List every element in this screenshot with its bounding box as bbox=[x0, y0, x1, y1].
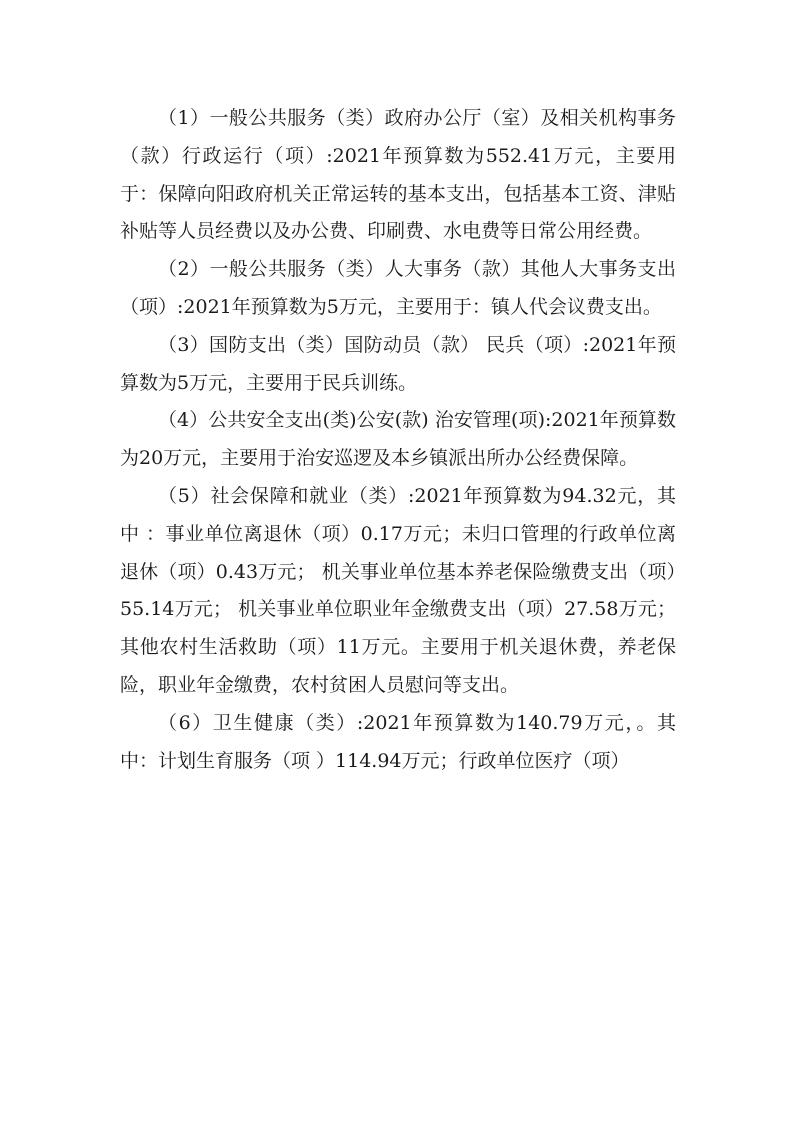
paragraph-public-security: （4）公共安全支出(类)公安(款) 治安管理(项):2021年预算数为20万元，主要用于治安巡逻及本乡镇派出所办公经费保障。 bbox=[120, 409, 676, 470]
paragraph-peoples-congress-affairs: （2）一般公共服务（类）人大事务（款）其他人大事务支出（项）:2021年预算数为5万元，主要用于：镇人代会议费支出。 bbox=[120, 258, 676, 318]
paragraph-general-public-services-admin: （1）一般公共服务（类）政府办公厅（室）及相关机构事务（款）行政运行（项）:2021年预算数为552.41万元，主要用于：保障向阳政府机关正常运转的基本支出，包括基本工资、津贴补贴等人员经费以及办公费、印刷费、水电费等日常公用经费。 bbox=[120, 107, 676, 243]
paragraph-national-defense: （3）国防支出（类）国防动员（款） 民兵（项）:2021年预算数为5万元，主要用于民兵训练。 bbox=[120, 333, 676, 394]
document-body bbox=[120, 100, 676, 780]
paragraph-health: （6）卫生健康（类）:2021年预算数为140.79万元，。其中：计划生育服务（项 ）114.94万元；行政单位医疗（项） bbox=[120, 711, 676, 772]
paragraph-social-security-employment: （5）社会保障和就业（类）:2021年预算数为94.32元，其中 ：事业单位离退休（项）0.17万元；未归口管理的行政单位离退休（项）0.43万元； 机关事业单位基本养老保险缴费支出（项）55.14万元； 机关事业单位职业年金缴费支出（项）27.58万元； 其他农村生活救助（项）11万元。主要用于机关退休费，养老保险，职业年金缴费，农村贫困人员慰问等支出。 bbox=[120, 484, 676, 696]
